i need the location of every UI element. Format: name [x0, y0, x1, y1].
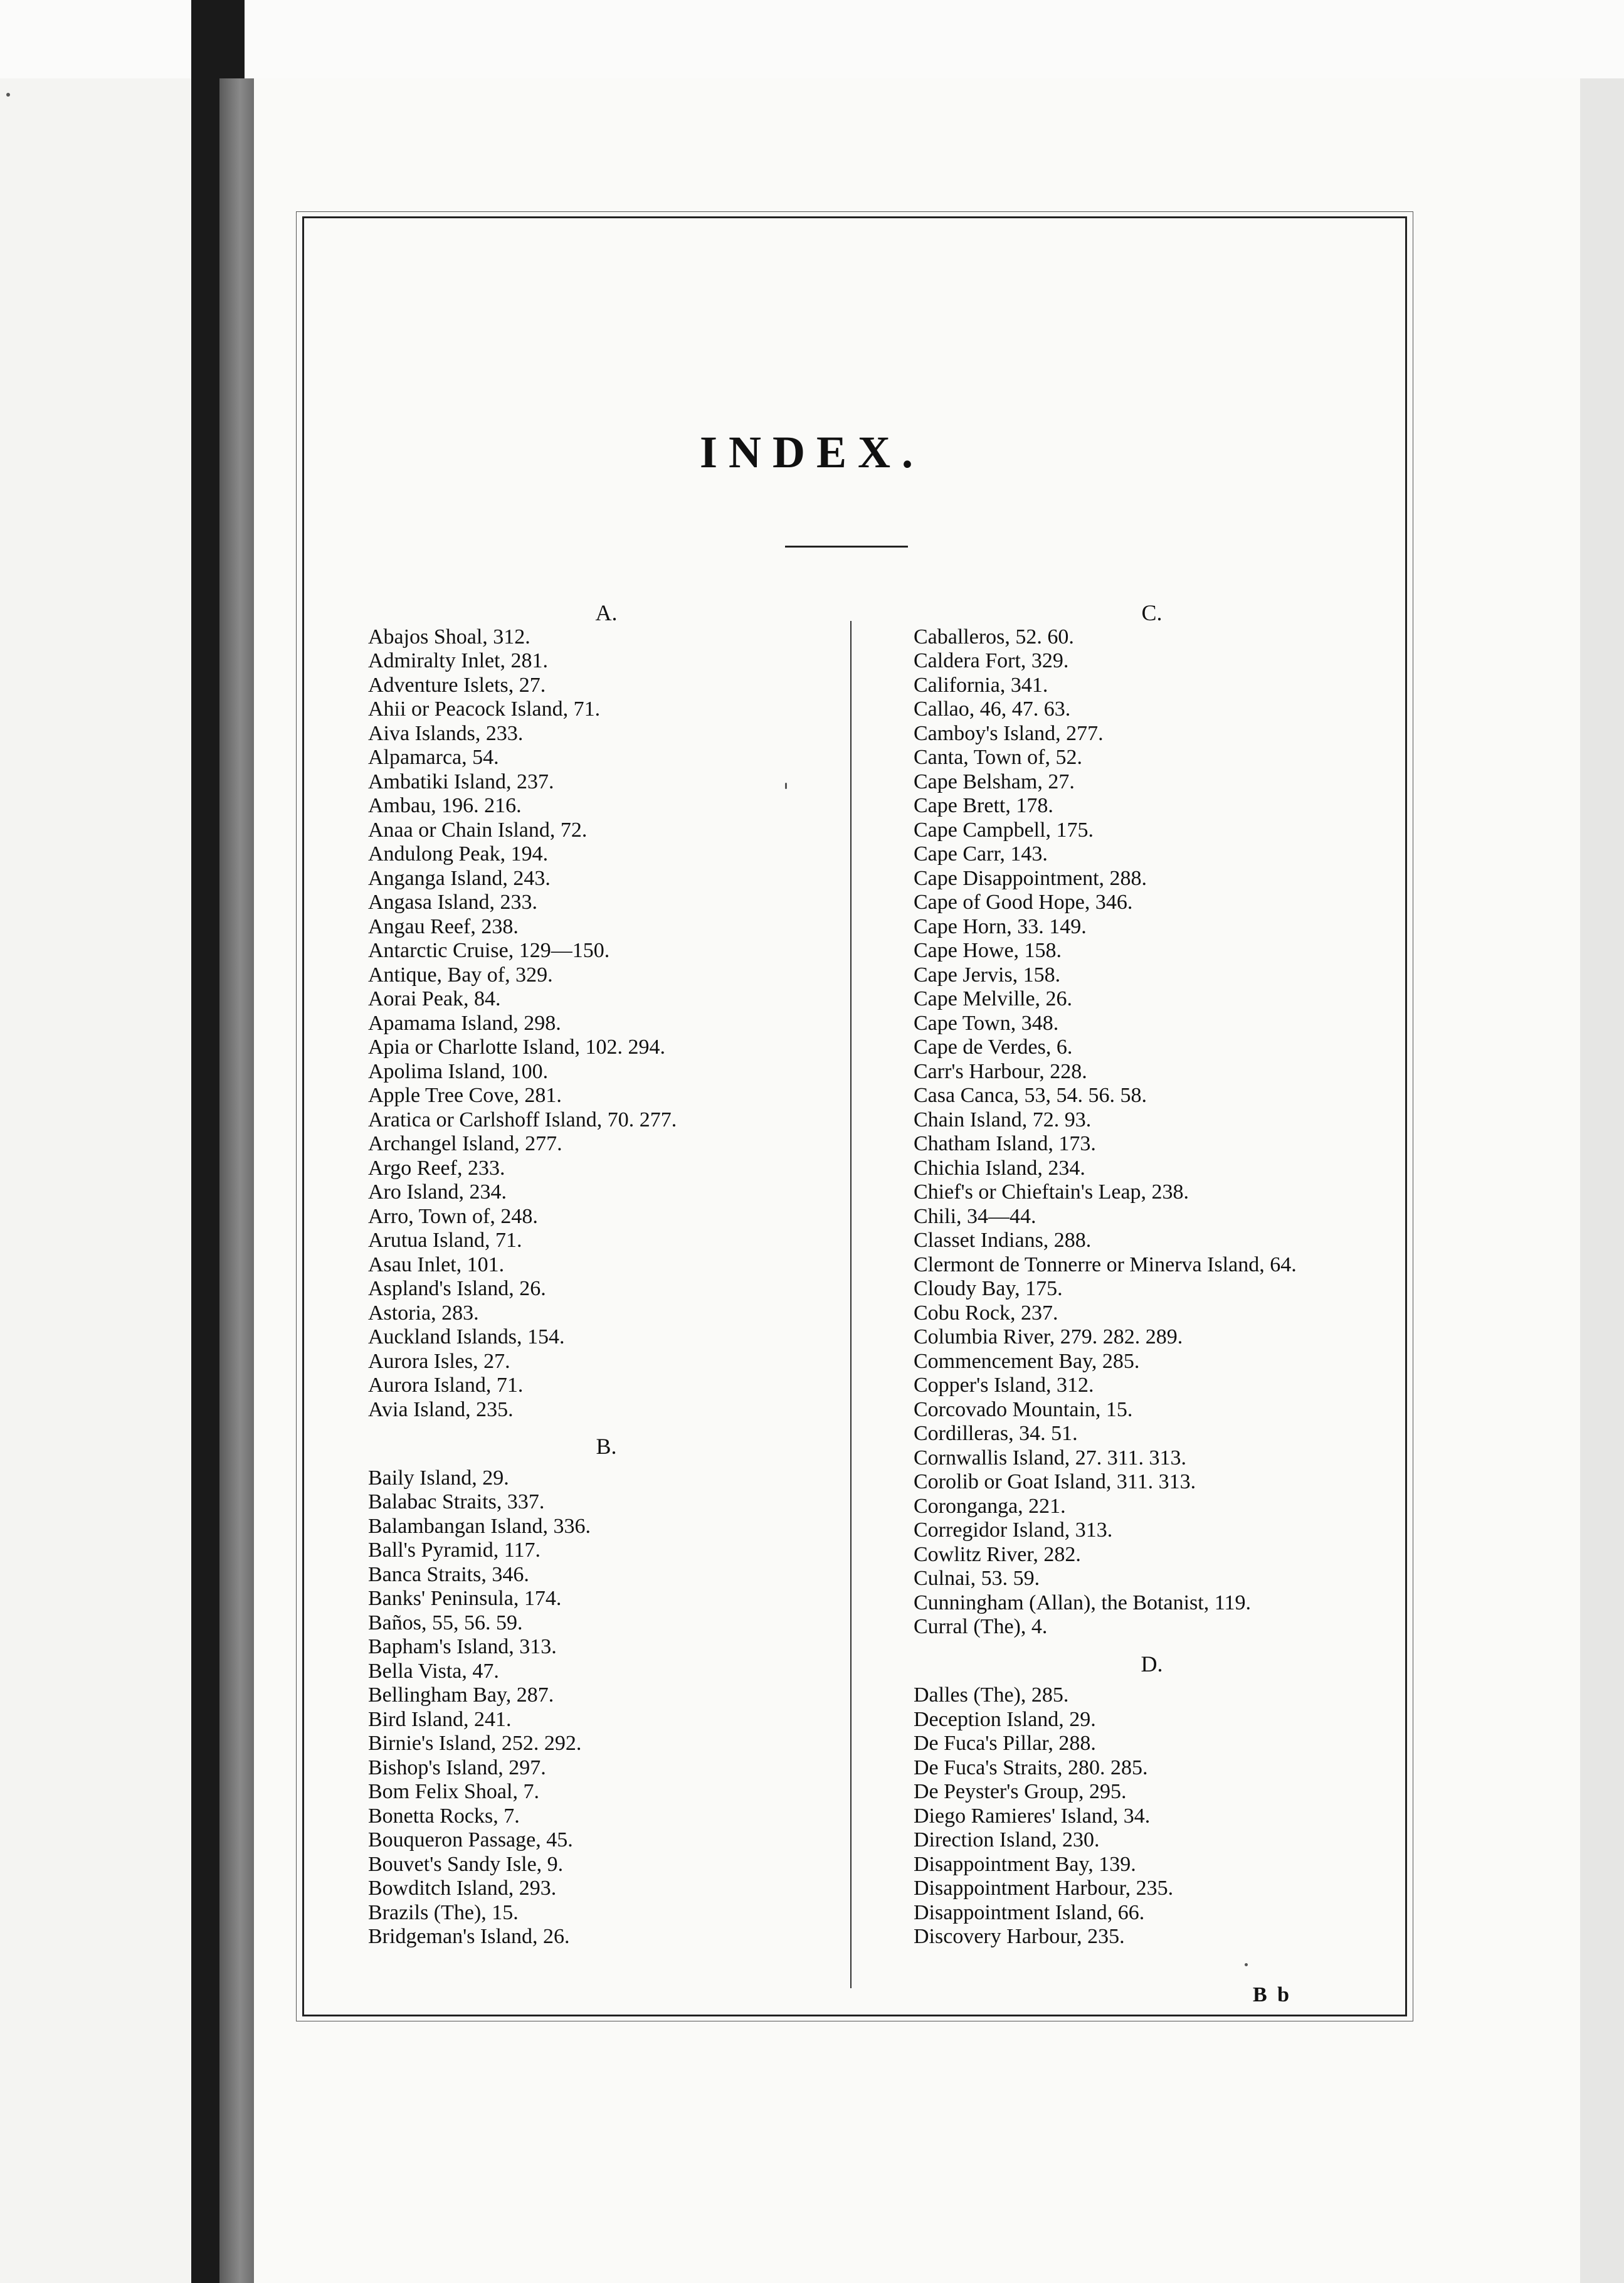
index-entry: Banks' Peninsula, 174.	[368, 1587, 562, 1610]
index-entry: Disappointment Island, 66.	[914, 1900, 1145, 1924]
index-entry: Bridgeman's Island, 26.	[368, 1925, 570, 1948]
index-entry: Bouqueron Passage, 45.	[368, 1828, 573, 1851]
page-curl-shadow	[219, 78, 254, 2283]
index-entry: Bouvet's Sandy Isle, 9.	[368, 1852, 564, 1876]
section-letter-a: A.	[595, 600, 618, 625]
index-entry: De Peyster's Group, 295.	[914, 1780, 1127, 1803]
scan-speck	[6, 93, 10, 97]
index-entry: Arro, Town of, 248.	[368, 1204, 538, 1228]
index-entry: Argo Reef, 233.	[368, 1156, 505, 1180]
index-entry: Callao, 46, 47. 63.	[914, 697, 1071, 721]
index-entry: Cape Melville, 26.	[914, 987, 1073, 1010]
index-entry: Chili, 34—44.	[914, 1204, 1036, 1228]
index-entry: Bom Felix Shoal, 7.	[368, 1780, 539, 1803]
index-entry: Classet Indians, 288.	[914, 1229, 1092, 1252]
index-entry: Aratica or Carlshoff Island, 70. 277.	[368, 1108, 677, 1131]
index-entry: Admiralty Inlet, 281.	[368, 649, 549, 672]
index-entry: Direction Island, 230.	[914, 1828, 1100, 1851]
index-entry: Corcovado Mountain, 15.	[914, 1397, 1133, 1421]
section-b-entries	[368, 1466, 845, 1949]
index-entry: Carr's Harbour, 228.	[914, 1059, 1087, 1083]
index-entry: Aorai Peak, 84.	[368, 987, 501, 1010]
index-entry: Caballeros, 52. 60.	[914, 625, 1074, 649]
index-entry: Canta, Town of, 52.	[914, 746, 1082, 769]
index-entry: Bapham's Island, 313.	[368, 1635, 557, 1658]
index-entry: Cape Campbell, 175.	[914, 818, 1094, 842]
index-entry: Andulong Peak, 194.	[368, 842, 549, 866]
index-entry: Alpamarca, 54.	[368, 746, 499, 769]
index-entry: Cape Belsham, 27.	[914, 770, 1075, 793]
section-letter-d: D.	[1141, 1651, 1163, 1676]
column-divider	[850, 621, 852, 1988]
index-entry: Dalles (The), 285.	[914, 1683, 1069, 1707]
index-entry: Chichia Island, 234.	[914, 1156, 1085, 1180]
index-entry: Commencement Bay, 285.	[914, 1349, 1140, 1373]
index-entry: Culnai, 53. 59.	[914, 1567, 1040, 1590]
index-entry: Adventure Islets, 27.	[368, 673, 546, 697]
index-entry: Bishop's Island, 297.	[368, 1756, 546, 1779]
index-entry: Bella Vista, 47.	[368, 1659, 499, 1683]
index-entry: Coronganga, 221.	[914, 1494, 1066, 1518]
section-c-entries	[914, 625, 1390, 1639]
index-entry: Cowlitz River, 282.	[914, 1542, 1081, 1566]
index-entry: Aspland's Island, 26.	[368, 1277, 546, 1300]
title-rule	[785, 546, 908, 548]
index-entry: Birnie's Island, 252. 292.	[368, 1732, 582, 1755]
index-entry: Apple Tree Cove, 281.	[368, 1084, 562, 1107]
index-entry: Cape Horn, 33. 149.	[914, 914, 1087, 938]
section-letter-c: C.	[1141, 600, 1163, 625]
index-column-right	[914, 601, 1390, 1949]
index-entry: Cape Town, 348.	[914, 1011, 1059, 1035]
index-entry: De Fuca's Straits, 280. 285.	[914, 1756, 1148, 1779]
index-entry: Brazils (The), 15.	[368, 1900, 519, 1924]
index-entry: Antique, Bay of, 329.	[368, 963, 553, 987]
index-entry: Cordilleras, 34. 51.	[914, 1422, 1078, 1445]
index-entry: De Fuca's Pillar, 288.	[914, 1732, 1096, 1755]
index-entry: Curral (The), 4.	[914, 1615, 1048, 1638]
facing-page-edge	[0, 78, 191, 2283]
index-entry: Disappointment Bay, 139.	[914, 1852, 1136, 1876]
index-entry: Caldera Fort, 329.	[914, 649, 1069, 672]
index-entry: Camboy's Island, 277.	[914, 721, 1104, 745]
signature-mark: B b	[1253, 1983, 1292, 2006]
page-fore-edge	[1580, 78, 1624, 2283]
index-entry: Anaa or Chain Island, 72.	[368, 818, 588, 842]
index-entry: Banca Straits, 346.	[368, 1562, 529, 1586]
index-entry: Aurora Isles, 27.	[368, 1349, 510, 1373]
index-entry: Deception Island, 29.	[914, 1707, 1096, 1731]
index-entry: Auckland Islands, 154.	[368, 1325, 565, 1348]
index-entry: Aurora Island, 71.	[368, 1374, 524, 1397]
index-entry: Cape of Good Hope, 346.	[914, 891, 1133, 914]
index-entry: Angau Reef, 238.	[368, 914, 519, 938]
index-entry: Baily Island, 29.	[368, 1466, 509, 1490]
index-entry: Abajos Shoal, 312.	[368, 625, 530, 649]
index-entry: Avia Island, 235.	[368, 1397, 514, 1421]
index-entry: California, 341.	[914, 673, 1048, 697]
index-entry: Columbia River, 279. 282. 289.	[914, 1325, 1183, 1348]
index-entry: Chatham Island, 173.	[914, 1132, 1096, 1155]
index-entry: Bellingham Bay, 287.	[368, 1683, 554, 1707]
index-entry: Bird Island, 241.	[368, 1707, 512, 1731]
index-entry: Ahii or Peacock Island, 71.	[368, 697, 601, 721]
index-entry: Angasa Island, 233.	[368, 891, 538, 914]
index-entry: Corregidor Island, 313.	[914, 1518, 1113, 1542]
section-d-entries	[914, 1683, 1390, 1949]
index-entry: Cape Jervis, 158.	[914, 963, 1061, 987]
index-entry: Bonetta Rocks, 7.	[368, 1804, 520, 1828]
index-entry: Cornwallis Island, 27. 311. 313.	[914, 1446, 1187, 1470]
index-entry: Ambatiki Island, 237.	[368, 770, 554, 793]
index-entry: Copper's Island, 312.	[914, 1374, 1094, 1397]
index-entry: Ball's Pyramid, 117.	[368, 1539, 540, 1562]
index-entry: Cunningham (Allan), the Botanist, 119.	[914, 1591, 1251, 1614]
index-entry: Astoria, 283.	[368, 1301, 479, 1325]
index-entry: Arutua Island, 71.	[368, 1229, 522, 1252]
index-column-left	[368, 601, 845, 1949]
index-entry: Chain Island, 72. 93.	[914, 1108, 1092, 1131]
index-entry: Corolib or Goat Island, 311. 313.	[914, 1470, 1196, 1493]
index-entry: Casa Canca, 53, 54. 56. 58.	[914, 1084, 1147, 1107]
index-entry: Balambangan Island, 336.	[368, 1514, 591, 1538]
index-entry: Balabac Straits, 337.	[368, 1490, 545, 1513]
index-entry: Bowditch Island, 293.	[368, 1877, 557, 1900]
index-entry: Disappointment Harbour, 235.	[914, 1877, 1174, 1900]
index-entry: Cobu Rock, 237.	[914, 1301, 1058, 1325]
index-entry: Apia or Charlotte Island, 102. 294.	[368, 1036, 666, 1059]
index-entry: Baños, 55, 56. 59.	[368, 1611, 523, 1634]
index-entry: Aro Island, 234.	[368, 1180, 507, 1204]
index-entry: Apamama Island, 298.	[368, 1011, 561, 1035]
index-entry: Archangel Island, 277.	[368, 1132, 562, 1155]
index-entry: Asau Inlet, 101.	[368, 1253, 505, 1276]
index-entry: Clermont de Tonnerre or Minerva Island, 64.	[914, 1253, 1297, 1276]
index-entry: Cape Howe, 158.	[914, 939, 1062, 962]
index-entry: Discovery Harbour, 235.	[914, 1925, 1125, 1948]
index-entry: Cloudy Bay, 175.	[914, 1277, 1063, 1300]
index-entry: Aiva Islands, 233.	[368, 721, 524, 745]
index-entry: Chief's or Chieftain's Leap, 238.	[914, 1180, 1189, 1204]
page-title: INDEX.	[699, 427, 925, 477]
index-entry: Antarctic Cruise, 129—150.	[368, 939, 610, 962]
index-entry: Diego Ramieres' Island, 34.	[914, 1804, 1151, 1828]
index-entry: Cape Disappointment, 288.	[914, 866, 1147, 890]
index-entry: Apolima Island, 100.	[368, 1059, 549, 1083]
index-entry: Cape Carr, 143.	[914, 842, 1048, 866]
index-entry: Cape Brett, 178.	[914, 794, 1053, 817]
index-entry: Anganga Island, 243.	[368, 866, 551, 890]
section-letter-b: B.	[596, 1434, 617, 1459]
section-a-entries	[368, 625, 845, 1422]
index-entry: Ambau, 196. 216.	[368, 794, 522, 817]
index-entry: Cape de Verdes, 6.	[914, 1036, 1073, 1059]
